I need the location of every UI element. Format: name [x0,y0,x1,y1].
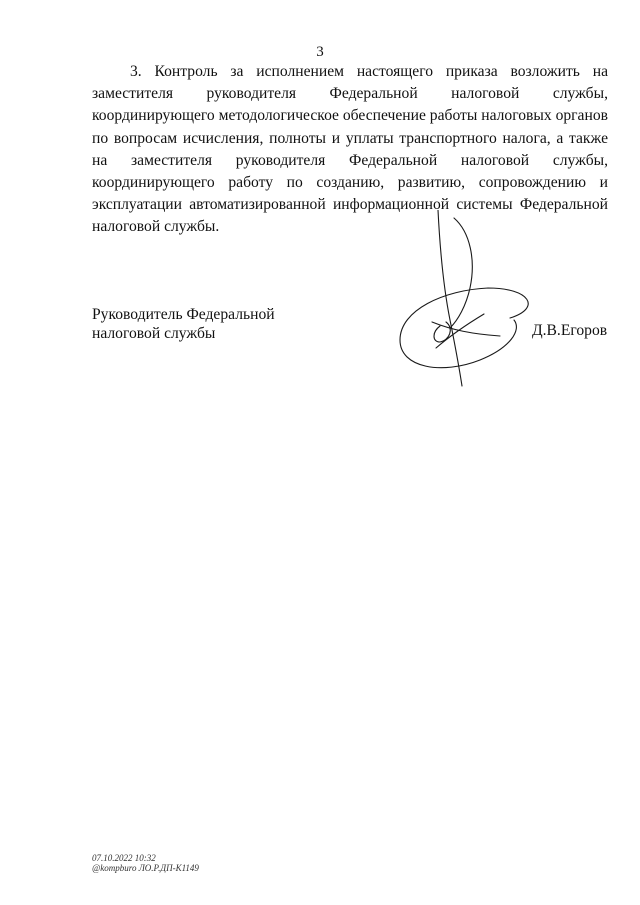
signatory-name: Д.В.Егоров [532,322,608,339]
signatory-title [92,305,275,343]
order-paragraph: 3. Контроль за исполнением настоящего приказа возложить на заместителя руководителя Федеральной налоговой службы, координирующего методологическое обеспечение работы налоговых органов по вопросам исчисления, полноты и уплаты транспортного налога, а также на заместителя руководителя Федеральной налоговой службы, координирующего работу по созданию, развитию, сопровождению и эксплуатации автоматизированной информационной системы Федеральной налоговой службы. [92,63,608,236]
footer-reference: @kompburo ЛО.Р.ДП-К1149 [92,863,199,873]
signatory-title-line-1: Руководитель Федеральной [92,306,275,323]
footer-timestamp: 07.10.2022 10:32 [92,853,156,863]
handwritten-signature [392,210,542,390]
document-footer [92,853,199,873]
page-number: 3 [316,44,324,60]
signatory-title-line-2: налоговой службы [92,325,216,342]
